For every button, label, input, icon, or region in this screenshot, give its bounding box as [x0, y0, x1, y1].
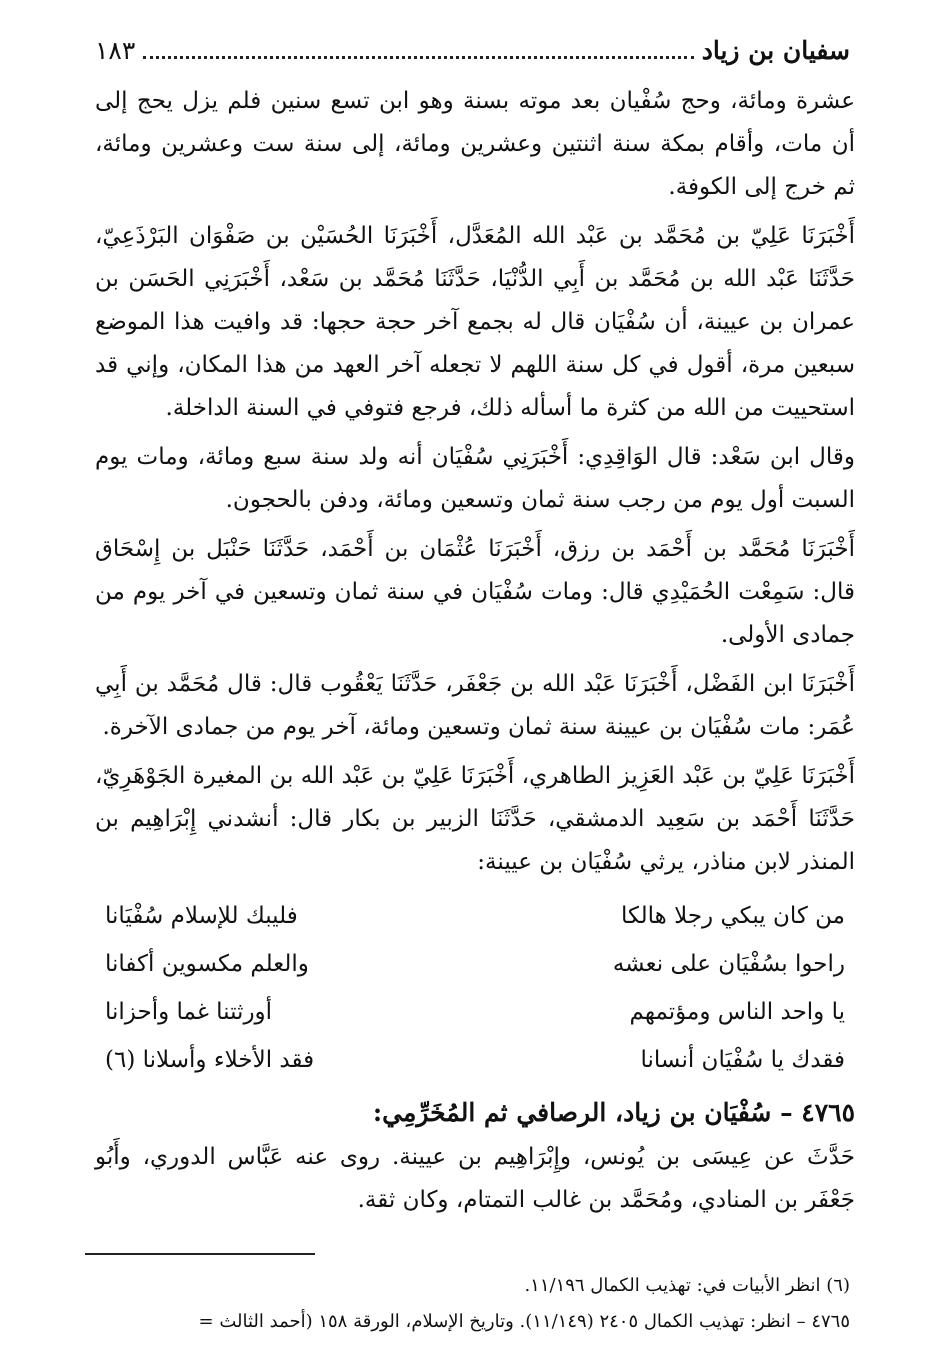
footnote: ٤٧٦٥ – انظر: تهذيب الكمال ٢٤٠٥ (١١/١٤٩). وتاريخ الإسلام، الورقة ١٥٨ (أحمد الثالث = [198, 1311, 850, 1332]
poem-hemistich: فقدك يا سُفْيَان أنسانا [640, 1047, 845, 1073]
paragraph: وقال ابن سَعْد: قال الوَاقِدِي: أَخْبَرَنِي سُفْيَان أنه ولد سنة سبع ومائة، ومات يوم السبت أول يوم من رجب سنة ثمان وتسعين ومائة، ودفن بالحجون. [95, 444, 855, 513]
page-number: ١٨٣ [95, 35, 136, 65]
main-text [95, 80, 855, 1222]
poem-hemistich: فقد الأخلاء وأسلانا (٦) [105, 1047, 315, 1073]
poem-hemistich: فليبك للإسلام سُفْيَانا [105, 903, 298, 929]
paragraph: أَخْبَرَنَا مُحَمَّد بن أَحْمَد بن رزق، أَخْبَرَنَا عُثْمَان بن أَحْمَد، حَدَّثَنَا حَنْبَل بن إِسْحَاق قال: سَمِعْت الحُمَيْدِي قال: ومات سُفْيَان في سنة ثمان وتسعين في آخر يوم من جمادى الأولى. [95, 536, 855, 648]
footnotes [80, 1268, 850, 1340]
entry-heading: ٤٧٦٥ – سُفْيَان بن زياد، الرصافي ثم المُخَرِّمِي: [372, 1098, 855, 1127]
header-dotted-leader [143, 42, 693, 59]
paragraph: أَخْبَرَنَا عَلِيّ بن مُحَمَّد بن عَبْد الله المُعَدَّل، أَخْبَرَنَا الحُسَيْن بن صَفْوَان البَرْذَعِيّ، حَدَّثَنَا عَبْد الله بن مُحَمَّد بن أَبِي الدُّنْيَا، حَدَّثَنَا مُحَمَّد بن سَعْد، أَخْبَرَنِي الحَسَن بن عمران بن عيينة، أن سُفْيَان قال له بجمع آخر حجة حجها: قد وافيت هذا الموضع سبعين مرة، أقول في كل سنة اللهم لا تجعله آخر العهد من هذا المكان، وإني قد استحييت من الله من كثرة ما أسأله ذلك، فرجع فتوفي في السنة الداخلة. [95, 223, 855, 421]
poem-hemistich: أورثتنا غما وأحزانا [105, 999, 273, 1025]
poem-hemistich: يا واحد الناس ومؤتمهم [629, 999, 845, 1025]
running-title: سفيان بن زياد [701, 35, 850, 65]
paragraph: عشرة ومائة، وحج سُفْيان بعد موته بسنة وهو ابن تسع سنين فلم يزل يحج إلى أن مات، وأقام بمكة سنة اثنتين وعشرين ومائة، إلى سنة ست وعشرين ومائة، ثم خرج إلى الكوفة. [95, 88, 855, 200]
page-header [95, 30, 850, 70]
poem-hemistich: من كان يبكي رجلا هالكا [620, 903, 845, 929]
footnote-rule [85, 1253, 315, 1255]
entry-paragraph: حَدَّثَ عن عِيسَى بن يُونس، وإِبْرَاهِيم بن عيينة. روى عنه عَبَّاس الدوري، وأَبُو جَعْفَر بن المنادي، ومُحَمَّد بن غالب التمتام، وكان ثقة. [95, 1144, 855, 1213]
poem-hemistich: والعلم مكسوين أكفانا [105, 951, 309, 977]
poem [95, 892, 855, 1084]
poem-hemistich: راحوا بسُفْيَان على نعشه [612, 951, 845, 977]
paragraph: أَخْبَرَنَا ابن الفَضْل، أَخْبَرَنَا عَبْد الله بن جَعْفَر، حَدَّثَنَا يَعْقُوب قال: قال مُحَمَّد بن أَبِي عُمَر: مات سُفْيَان بن عيينة سنة ثمان وتسعين ومائة، آخر يوم من جمادى الآخرة. [95, 671, 855, 740]
paragraph: أَخْبَرَنَا عَلِيّ بن عَبْد العَزِيز الطاهري، أَخْبَرَنَا عَلِيّ بن عَبْد الله بن المغيرة الجَوْهَرِيّ، حَدَّثَنَا أَحْمَد بن سَعِيد الدمشقي، حَدَّثَنَا الزبير بن بكار قال: أنشدني إِبْرَاهِيم بن المنذر لابن مناذر، يرثي سُفْيَان بن عيينة: [95, 763, 855, 875]
footnote: (٦) انظر الأبيات في: تهذيب الكمال ١١/١٩٦. [524, 1275, 850, 1296]
